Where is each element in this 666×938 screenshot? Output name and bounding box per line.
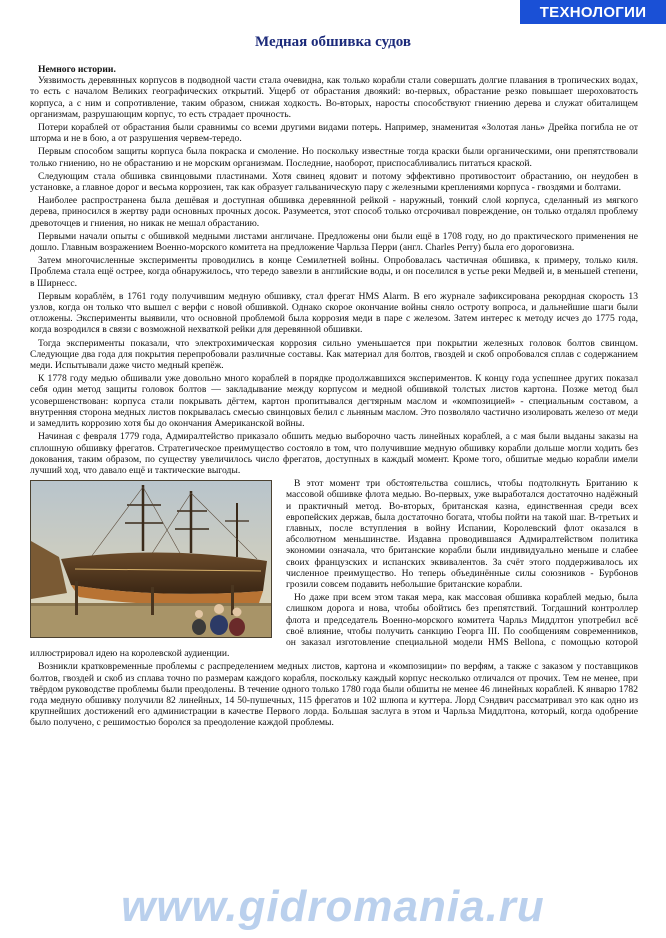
paragraph-2: Потери кораблей от обрастания были сравнимы со всеми другими видами потерь. Например, знаменитая «Золотая лань» Дрейка погибла не от шторма и не в бою, а от разрушения червем-тередо. [30, 122, 638, 145]
paragraph-8: Первым кораблём, в 1761 году получившим медную обшивку, стал фрегат HMS Alarm. В его журнале зафиксирована рекордная скорость 13 узлов, когда он только что вышел с верфи с новой обшивкой. Однако скорое окончание войны сняло остроту вопроса, и дальнейшие шаги были отложены. Эксперименты выявили, что основной проблемой была коррозия меди в паре с железом. Затем интерес к методу исчез до 1775 года, когда возродился в связи с возможной нехваткой рейки для деревянной обшивки. [30, 290, 638, 336]
site-watermark: www.gidromania.ru [121, 882, 545, 931]
paragraph-6: Первыми начали опыты с обшивкой медными листами англичане. Предложены они были ещё в 1708 году, но до практического применения не дошло. Главным возражением Военно-морского комитета на предложение Чарльза Перри (англ. Charles Perry) была его дороговизна. [30, 230, 638, 254]
paragraph-13: Но даже при всем этом такая мера, как массовая обшивка кораблей медью, была слишком дорога и нова, чтобы обойтись без препятствий. Тогдашний контроллер флота и председатель Военно-морского комитета Чарльз Миддлтон употребил всё своё влияние, чтобы получить санкцию Георга III. По сообщениям современников, он заказал изготовление специальной модели HMS Bellona, с помощью которой иллюстрировал идею на королевской аудиенции. [30, 592, 638, 660]
paragraph-1: Уязвимость деревянных корпусов в подводной части стала очевидна, как только корабли стали совершать долгие плавания в тропических водах, то есть с началом Великих географических открытий. Ущерб от обрастания двоякий: во-первых, обрастание резко повышает шероховатость корпуса, а с ним и сопротивление, таким образом, снижая ходкость. Во-вторых, наросты способствуют гниению дерева и служат обиталищем организмам, разрушающим корпус, то есть страдает прочность. [30, 75, 638, 120]
paragraph-3: Первым способом защиты корпуса была покраска и смоление. Но поскольку известные тогда краски были органическими, они препятствовали только гниению, но не обрастанию и не морским организмам. Последние, наоборот, приспосабливались питаться краской. [30, 146, 638, 169]
section-heading: Немного истории. [38, 64, 116, 75]
paragraph-7: Затем многочисленные эксперименты проводились в конце Семилетней войны. Опробовалась частичная обшивка, к примеру, только киля. Проблема стала ещё острее, когда обнаружилось, что тередо завезли в английские воды, и он поселился в устье реки Медвей и, в меньшей степени, в Ширнесс. [30, 255, 638, 289]
paragraph-14: Возникли кратковременные проблемы с распределением медных листов, картона и «композиции» по верфям, а также с заказом у поставщиков болтов, гвоздей и скоб из сплава точно по размерам каждого корабля, поскольку каждый корпус несколько отличался от прочих. Тем не менее, при твёрдом руководстве проблемы были преодолены. В течение одного только 1780 года были обшиты не менее 46 линейных кораблей. К январю 1782 года медную обшивку получили 82 линейных, 14 50-пушечных, 115 фрегатов и 102 шлюпа и куттера. Лорд Сэндвич рассматривал это как одно из крупнейших достижений его администрации в качестве Первого лорда. Большая заслуга в этом и Чарльза Миддлтона, который, когда одобрение было получено, с решимостью боролся за преодоление каждой проблемы. [30, 661, 638, 729]
paragraph-4: Следующим стала обшивка свинцовыми пластинами. Хотя свинец ядовит и потому эффективно противостоит обрастанию, он неудобен в установке, а главное дорог и весьма коррозиен, так как образует гальваническую пару с железными креплениями корпуса - гвоздями и болтами. [30, 170, 638, 194]
article-title: Медная обшивка судов [255, 34, 411, 50]
paragraph-5: Наиболее распространена была дешёвая и доступная обшивка деревянной рейкой - наружный, тонкий слой корпуса, сделанный из мягкого дерева, приносился в жертву ради основных прочных досок. Разумеется, этот способ только отсрочивал повреждение, он только отдалял проблему древоточцев и гниения, но никак не мешал обрастанию. [30, 195, 638, 229]
paragraph-12: В этот момент три обстоятельства сошлись, чтобы подтолкнуть Британию к массовой обшивке флота медью. Во-первых, уже выработался достаточно надёжный и практичный метод. Во-вторых, британская казна, единственная среди всех европейских держав, была достаточно богата, чтобы пойти на такой шаг. В-третьих и главных, после вступления в войну Испании, Королевский флот оказался в абсолютном меньшинстве. Издавна проводившаяся Адмиралтейством политика экономии означала, что британские корабли были индивидуально меньше и слабее своих французских и испанских эквивалентов. За счёт этого поддерживалось их численное преимущество. Но теперь объединённые силы союзников - Бурбонов грозили совсем подавить небольшие британские корабли. [286, 478, 638, 590]
ship-illustration [30, 480, 272, 638]
section-badge[interactable]: ТЕХНОЛОГИИ [520, 0, 666, 24]
paragraph-9: Тогда эксперименты показали, что электрохимическая коррозия сильно уменьшается при покрытии железных головок болтов свинцом. Следующие два года для покрытия перепробовали различные составы. Как материал для болтов, гвоздей и скоб опробовался сплав с содержанием меди. Испытывали даже чисто медный крепёж. [30, 337, 638, 372]
paragraph-11: Начиная с февраля 1779 года, Адмиралтейство приказало обшить медью выборочно часть линейных кораблей, а с мая были выданы заказы на сплошную обшивку фрегатов. Стратегическое преимущество состояло в том, что получившие медную обшивку корабли дольше могли ходить без докования, таким образом, по существу увеличилось число фрегатов, доступных в каждый момент. Кроме того, обшитые медью корабли имели лучший ход, что давало ещё и тактические выгоды. [30, 431, 638, 476]
illustrated-section [30, 478, 638, 661]
article-body [30, 64, 638, 731]
paragraph-10: К 1778 году медью обшивали уже довольно много кораблей в порядке продолжавшихся экспериментов. К концу года успешнее других показал себя один метод защиты головок болтов — закладывание между корпусом и медной обшивкой толстых листов картона. Позже метод был усовершенствован: корпуса стали покрывать дёгтем, картон пропитывался дегтярным маслом и «композицией» - специальным составом, а внутренняя сторона медных листов покрывалась смесью свинцовых белил с льняным маслом. Это позволяло частично изолировать железо от меди и замедлить коррозию хотя бы до окончания Американской войны. [30, 373, 638, 430]
ship-image-drawing [31, 481, 271, 637]
